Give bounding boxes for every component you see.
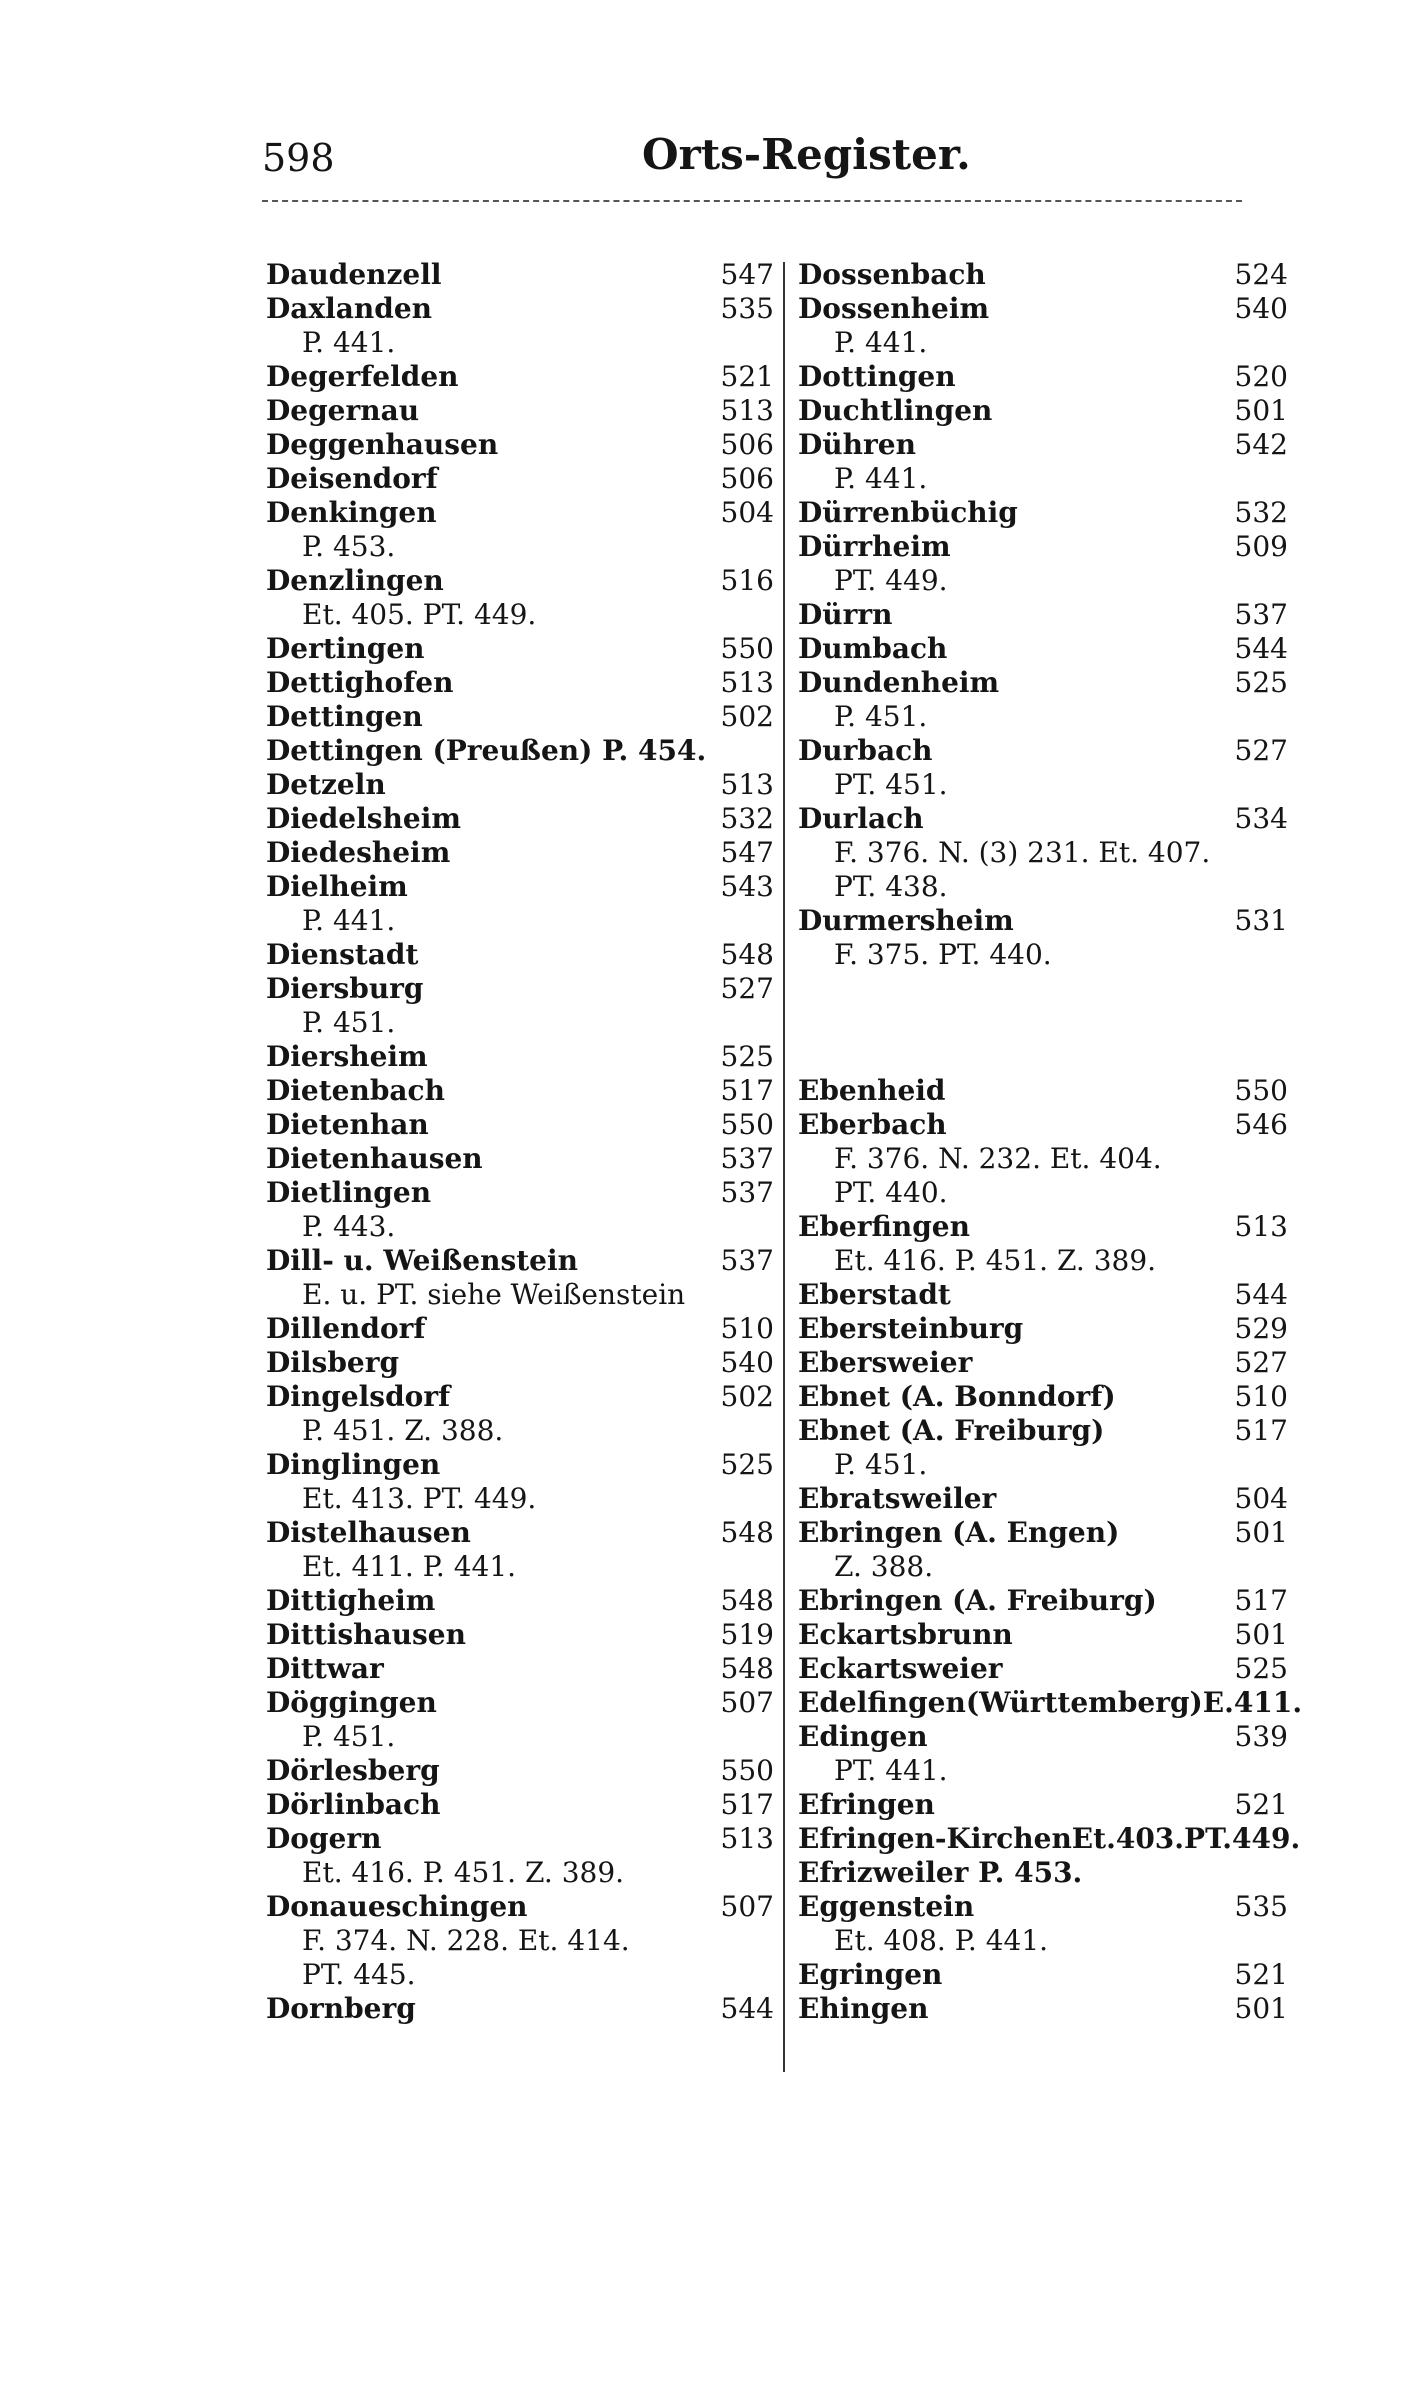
- place-name: Durmersheim: [798, 904, 1014, 937]
- place-entry: [798, 1108, 1288, 1142]
- place-name: Dillendorf: [266, 1312, 426, 1345]
- page-reference: 519: [720, 1618, 774, 1651]
- place-entry: [798, 802, 1288, 836]
- page-reference: 550: [720, 1754, 774, 1787]
- place-name: Deisendorf: [266, 462, 438, 495]
- place-entry: [798, 394, 1288, 428]
- place-entry: [798, 428, 1288, 462]
- page-reference: 502: [720, 700, 774, 733]
- entry-detail-line: [798, 1550, 1288, 1584]
- page-reference: 513: [720, 394, 774, 427]
- place-name: Ebersweier: [798, 1346, 973, 1379]
- place-name: P. 451. Z. 388.: [302, 1414, 504, 1447]
- place-name: Dittwar: [266, 1652, 384, 1685]
- page-reference: 521: [1234, 1958, 1288, 1991]
- place-entry: [798, 1890, 1288, 1924]
- place-name: F. 376. N. (3) 231. Et. 407.: [834, 836, 1211, 869]
- page-reference: 513: [720, 768, 774, 801]
- place-entry: [798, 598, 1288, 632]
- place-name: Dietenhausen: [266, 1142, 483, 1175]
- place-entry: [798, 1992, 1288, 2026]
- place-name: Dingelsdorf: [266, 1380, 451, 1413]
- place-name: Ebnet (A. Freiburg): [798, 1414, 1105, 1447]
- place-name: Durlach: [798, 802, 924, 835]
- place-name: PT. 438.: [834, 870, 948, 903]
- page-reference: 535: [720, 292, 774, 325]
- place-entry: [266, 802, 774, 836]
- place-name: Dittishausen: [266, 1618, 466, 1651]
- page-reference: 517: [1234, 1414, 1288, 1447]
- place-entry: [798, 1958, 1288, 1992]
- entry-detail-line: [798, 938, 1288, 972]
- place-name: PT. 441.: [834, 1754, 948, 1787]
- place-entry: [798, 1584, 1288, 1618]
- place-name: P. 441.: [302, 904, 396, 937]
- place-entry: [798, 1652, 1288, 1686]
- place-name: Eberfingen: [798, 1210, 970, 1243]
- place-entry: [266, 1822, 774, 1856]
- page-reference: 510: [720, 1312, 774, 1345]
- entry-detail-line: [798, 1176, 1288, 1210]
- place-name: Et. 411. P. 441.: [302, 1550, 517, 1583]
- place-entry: [266, 836, 774, 870]
- place-entry: [266, 1040, 774, 1074]
- place-name: Detzeln: [266, 768, 386, 801]
- place-name: P. 451.: [302, 1720, 396, 1753]
- place-name: Ebratsweiler: [798, 1482, 997, 1515]
- page-reference: 506: [720, 428, 774, 461]
- place-name: Edingen: [798, 1720, 928, 1753]
- place-name: Egringen: [798, 1958, 943, 1991]
- entry-detail-line: [266, 1720, 774, 1754]
- place-name: Duchtlingen: [798, 394, 993, 427]
- place-entry: [798, 1482, 1288, 1516]
- entry-detail-line: [266, 1550, 774, 1584]
- place-name: Dürrenbüchig: [798, 496, 1018, 529]
- page-reference: 521: [1234, 1788, 1288, 1821]
- entry-detail-line: [798, 768, 1288, 802]
- place-name: Daxlanden: [266, 292, 433, 325]
- place-name: Dilsberg: [266, 1346, 400, 1379]
- entry-detail-line: [798, 1142, 1288, 1176]
- page-reference: 501: [1234, 1618, 1288, 1651]
- place-entry: [266, 632, 774, 666]
- entry-detail-line: [266, 1414, 774, 1448]
- page-reference: 507: [720, 1890, 774, 1923]
- place-entry: [798, 1380, 1288, 1414]
- entry-detail-line: [266, 326, 774, 360]
- place-name: Ebringen (A. Freiburg): [798, 1584, 1157, 1617]
- place-entry: [266, 1652, 774, 1686]
- page-reference: 535: [1234, 1890, 1288, 1923]
- place-entry: [266, 1686, 774, 1720]
- place-name: Diedesheim: [266, 836, 451, 869]
- place-entry: [266, 1346, 774, 1380]
- place-name: Ebringen (A. Engen): [798, 1516, 1120, 1549]
- place-name: Dürrheim: [798, 530, 951, 563]
- entry-detail-line: [266, 598, 774, 632]
- entry-detail-line: [266, 1958, 774, 1992]
- place-entry: [266, 870, 774, 904]
- place-name: Daudenzell: [266, 258, 442, 291]
- page-reference: 516: [720, 564, 774, 597]
- place-name: Dühren: [798, 428, 916, 461]
- page-reference: 524: [1234, 258, 1288, 291]
- page-reference: 501: [1234, 1516, 1288, 1549]
- place-name: Dörlinbach: [266, 1788, 441, 1821]
- place-name: Denkingen: [266, 496, 437, 529]
- place-entry: [266, 1788, 774, 1822]
- place-entry: [266, 1618, 774, 1652]
- page-title: Orts-Register.: [642, 130, 971, 179]
- place-entry: [266, 1754, 774, 1788]
- page-reference: 517: [1234, 1584, 1288, 1617]
- place-name: Ehingen: [798, 1992, 929, 2025]
- place-name: Dumbach: [798, 632, 948, 665]
- page-reference: 548: [720, 1652, 774, 1685]
- place-entry: [798, 1686, 1303, 1720]
- page-reference: 507: [720, 1686, 774, 1719]
- place-name: Distelhausen: [266, 1516, 471, 1549]
- page-reference: 504: [1234, 1482, 1288, 1515]
- place-entry: [266, 394, 774, 428]
- page-reference: 513: [1234, 1210, 1288, 1243]
- entry-detail-line: [266, 904, 774, 938]
- page-reference: 534: [1234, 802, 1288, 835]
- place-name: Dietenbach: [266, 1074, 445, 1107]
- place-entry: [266, 1992, 774, 2026]
- place-name: Eberstadt: [798, 1278, 951, 1311]
- place-name: Et. 413. PT. 449.: [302, 1482, 537, 1515]
- place-entry: [266, 1516, 774, 1550]
- place-entry: [798, 734, 1288, 768]
- place-name: Diedelsheim: [266, 802, 461, 835]
- entry-detail-line: [798, 462, 1288, 496]
- place-entry: [266, 1890, 774, 1924]
- place-name: Degernau: [266, 394, 420, 427]
- page-reference: 517: [720, 1788, 774, 1821]
- place-name: Eckartsweier: [798, 1652, 1003, 1685]
- entry-detail-line: [266, 1278, 774, 1312]
- page-reference: 510: [1234, 1380, 1288, 1413]
- place-entry: [266, 666, 774, 700]
- page-reference: 517: [720, 1074, 774, 1107]
- place-name: Durbach: [798, 734, 933, 767]
- page-reference: 504: [720, 496, 774, 529]
- right-column: [798, 258, 1303, 2026]
- place-entry: [798, 1856, 1288, 1890]
- page-reference: 506: [720, 462, 774, 495]
- place-entry: [798, 1312, 1288, 1346]
- page-reference: 537: [720, 1142, 774, 1175]
- place-entry: [266, 258, 774, 292]
- page-reference: 501: [1234, 394, 1288, 427]
- place-name: Dettighofen: [266, 666, 454, 699]
- place-name: P. 441.: [834, 326, 928, 359]
- place-entry: [798, 360, 1288, 394]
- place-name: P. 451.: [834, 700, 928, 733]
- entry-detail-line: [798, 870, 1288, 904]
- entry-detail-line: [798, 836, 1288, 870]
- place-name: PT. 449.: [834, 564, 948, 597]
- place-entry: [266, 1584, 774, 1618]
- page-reference: 525: [1234, 1652, 1288, 1685]
- place-name: Dill- u. Weißenstein: [266, 1244, 578, 1277]
- page-reference: 548: [720, 938, 774, 971]
- place-name: Degerfelden: [266, 360, 459, 393]
- place-name: Dundenheim: [798, 666, 1000, 699]
- place-entry: [798, 1788, 1288, 1822]
- page-reference: 548: [720, 1516, 774, 1549]
- place-name: Ebenheid: [798, 1074, 946, 1107]
- entry-detail-line: [798, 1924, 1288, 1958]
- place-name: Dielheim: [266, 870, 408, 903]
- place-entry: [266, 1142, 774, 1176]
- place-entry: [266, 700, 774, 734]
- place-name: Eckartsbrunn: [798, 1618, 1013, 1651]
- page-reference: 550: [720, 1108, 774, 1141]
- entry-detail-line: [798, 326, 1288, 360]
- place-entry: [798, 1720, 1288, 1754]
- place-name: Edelfingen(Württemberg)E.411.: [798, 1686, 1303, 1719]
- entry-detail-line: [266, 530, 774, 564]
- place-entry: [266, 1244, 774, 1278]
- place-entry: [266, 1176, 774, 1210]
- place-name: Dornberg: [266, 1992, 416, 2025]
- blank-line: [798, 1006, 1288, 1040]
- place-name: PT. 451.: [834, 768, 948, 801]
- page-reference: 509: [1234, 530, 1288, 563]
- place-entry: [266, 428, 774, 462]
- place-name: Dettingen (Preußen) P. 454.: [266, 734, 707, 767]
- page-reference: 513: [720, 1822, 774, 1855]
- place-entry: [798, 530, 1288, 564]
- page-reference: 537: [1234, 598, 1288, 631]
- place-name: Ebersteinburg: [798, 1312, 1024, 1345]
- place-entry: [266, 496, 774, 530]
- place-name: Dienstadt: [266, 938, 419, 971]
- place-name: Efringen-KirchenEt.403.PT.449.: [798, 1822, 1301, 1855]
- page-reference: 501: [1234, 1992, 1288, 2025]
- place-name: Z. 388.: [834, 1550, 934, 1583]
- entry-detail-line: [266, 1856, 774, 1890]
- place-name: Dörlesberg: [266, 1754, 440, 1787]
- entry-detail-line: [798, 1754, 1288, 1788]
- entry-detail-line: [798, 1244, 1288, 1278]
- place-entry: [798, 1210, 1288, 1244]
- page-reference: 539: [1234, 1720, 1288, 1753]
- place-name: Ebnet (A. Bonndorf): [798, 1380, 1116, 1413]
- page-reference: 529: [1234, 1312, 1288, 1345]
- left-column: [266, 258, 774, 2026]
- place-entry: [266, 1312, 774, 1346]
- entry-detail-line: [798, 700, 1288, 734]
- page-reference: 527: [1234, 1346, 1288, 1379]
- place-name: P. 451.: [302, 1006, 396, 1039]
- place-entry: [798, 1414, 1288, 1448]
- page-reference: 525: [720, 1448, 774, 1481]
- place-name: Donaueschingen: [266, 1890, 528, 1923]
- place-name: Et. 416. P. 451. Z. 389.: [302, 1856, 625, 1889]
- column-divider: [783, 262, 785, 2072]
- place-name: Dogern: [266, 1822, 382, 1855]
- page-reference: 532: [1234, 496, 1288, 529]
- page-reference: 540: [720, 1346, 774, 1379]
- page-reference: 550: [720, 632, 774, 665]
- place-entry: [798, 292, 1288, 326]
- page-reference: 547: [720, 836, 774, 869]
- place-name: Dettingen: [266, 700, 423, 733]
- place-name: P. 453.: [302, 530, 396, 563]
- page-header: [262, 130, 1242, 200]
- place-name: Eberbach: [798, 1108, 947, 1141]
- place-name: Diersburg: [266, 972, 424, 1005]
- page-reference: 548: [720, 1584, 774, 1617]
- place-entry: [266, 938, 774, 972]
- place-name: F. 376. N. 232. Et. 404.: [834, 1142, 1162, 1175]
- page-reference: 520: [1234, 360, 1288, 393]
- place-name: E. u. PT. siehe Weißenstein: [302, 1278, 686, 1311]
- place-entry: [266, 1108, 774, 1142]
- place-name: Efringen: [798, 1788, 935, 1821]
- place-name: Dossenbach: [798, 258, 986, 291]
- page-reference: 546: [1234, 1108, 1288, 1141]
- place-name: P. 441.: [834, 462, 928, 495]
- place-entry: [798, 1074, 1288, 1108]
- blank-line: [798, 1040, 1288, 1074]
- place-entry: [798, 1822, 1301, 1856]
- place-name: Efrizweiler P. 453.: [798, 1856, 1083, 1889]
- page-reference: 513: [720, 666, 774, 699]
- place-name: Dietlingen: [266, 1176, 432, 1209]
- place-name: F. 375. PT. 440.: [834, 938, 1052, 971]
- page-reference: 540: [1234, 292, 1288, 325]
- header-rule: [262, 200, 1242, 202]
- place-name: Et. 408. P. 441.: [834, 1924, 1049, 1957]
- page-reference: 544: [1234, 632, 1288, 665]
- page-number: 598: [262, 136, 335, 180]
- place-name: Döggingen: [266, 1686, 437, 1719]
- place-entry: [266, 360, 774, 394]
- place-entry: [798, 1618, 1288, 1652]
- place-name: PT. 445.: [302, 1958, 416, 1991]
- place-entry: [266, 768, 774, 802]
- place-entry: [266, 564, 774, 598]
- page-reference: 502: [720, 1380, 774, 1413]
- place-entry: [266, 292, 774, 326]
- place-name: Et. 416. P. 451. Z. 389.: [834, 1244, 1157, 1277]
- place-name: Dottingen: [798, 360, 956, 393]
- entry-detail-line: [266, 1210, 774, 1244]
- place-name: Dietenhan: [266, 1108, 429, 1141]
- page-reference: 525: [720, 1040, 774, 1073]
- place-entry: [798, 496, 1288, 530]
- page-reference: 532: [720, 802, 774, 835]
- page-reference: 531: [1234, 904, 1288, 937]
- place-entry: [266, 734, 774, 768]
- place-entry: [266, 972, 774, 1006]
- page-reference: 521: [720, 360, 774, 393]
- place-name: P. 443.: [302, 1210, 396, 1243]
- place-entry: [798, 1278, 1288, 1312]
- page-reference: 527: [720, 972, 774, 1005]
- page-reference: 537: [720, 1176, 774, 1209]
- entry-detail-line: [266, 1482, 774, 1516]
- place-name: Dossenheim: [798, 292, 990, 325]
- page-reference: 537: [720, 1244, 774, 1277]
- page-reference: 527: [1234, 734, 1288, 767]
- place-name: Et. 405. PT. 449.: [302, 598, 537, 631]
- page-reference: 544: [1234, 1278, 1288, 1311]
- page-reference: 544: [720, 1992, 774, 2025]
- place-name: F. 374. N. 228. Et. 414.: [302, 1924, 630, 1957]
- entry-detail-line: [798, 1448, 1288, 1482]
- page-reference: 550: [1234, 1074, 1288, 1107]
- place-name: Diersheim: [266, 1040, 428, 1073]
- place-entry: [798, 1346, 1288, 1380]
- blank-line: [798, 972, 1288, 1006]
- place-entry: [798, 666, 1288, 700]
- place-entry: [798, 1516, 1288, 1550]
- place-name: Deggenhausen: [266, 428, 499, 461]
- place-name: Dertingen: [266, 632, 425, 665]
- entry-detail-line: [266, 1006, 774, 1040]
- place-entry: [798, 258, 1288, 292]
- page-reference: 542: [1234, 428, 1288, 461]
- page-reference: 543: [720, 870, 774, 903]
- page-reference: 547: [720, 258, 774, 291]
- place-name: Dinglingen: [266, 1448, 441, 1481]
- place-entry: [266, 462, 774, 496]
- place-name: Dürrn: [798, 598, 893, 631]
- place-entry: [798, 904, 1288, 938]
- place-name: P. 441.: [302, 326, 396, 359]
- place-name: P. 451.: [834, 1448, 928, 1481]
- place-name: Eggenstein: [798, 1890, 975, 1923]
- place-name: PT. 440.: [834, 1176, 948, 1209]
- place-entry: [266, 1380, 774, 1414]
- place-entry: [798, 632, 1288, 666]
- place-entry: [266, 1448, 774, 1482]
- place-name: Dittigheim: [266, 1584, 436, 1617]
- entry-detail-line: [798, 564, 1288, 598]
- place-name: Denzlingen: [266, 564, 444, 597]
- place-entry: [266, 1074, 774, 1108]
- entry-detail-line: [266, 1924, 774, 1958]
- page-reference: 525: [1234, 666, 1288, 699]
